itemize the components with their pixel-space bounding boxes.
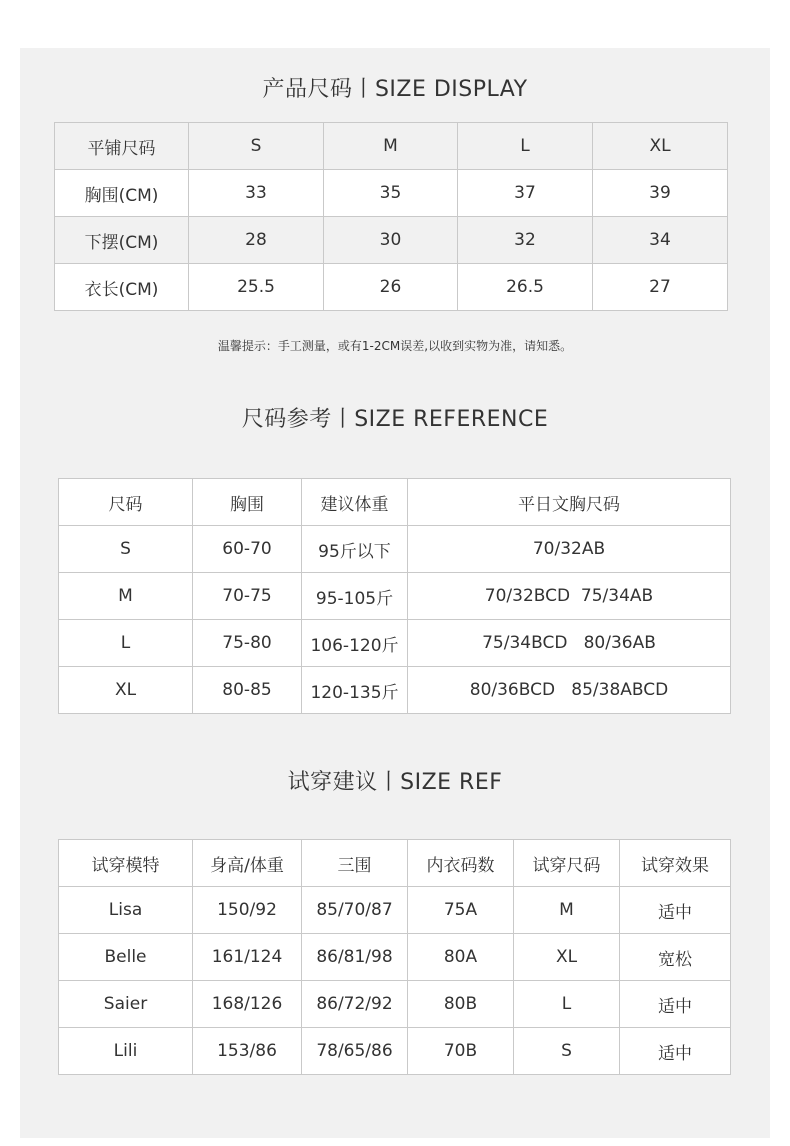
table-cell: Saier [59, 981, 193, 1028]
table-cell: 150/92 [193, 887, 302, 934]
header-cell: 三围 [302, 840, 408, 887]
table-cell: Lili [59, 1028, 193, 1075]
table-cell: 161/124 [193, 934, 302, 981]
table-cell: 32 [458, 217, 593, 264]
table-cell: 27 [593, 264, 728, 311]
size-display-title: 产品尺码丨SIZE DISPLAY [262, 77, 528, 102]
table-cell: 适中 [620, 1028, 731, 1075]
header-cell: XL [593, 123, 728, 170]
table-row [59, 1028, 731, 1075]
table-header-row [59, 479, 731, 526]
table-cell: 下摆(CM) [55, 217, 189, 264]
header-cell: 胸围 [193, 479, 302, 526]
header-cell: 试穿效果 [620, 840, 731, 887]
header-cell: 平铺尺码 [55, 123, 189, 170]
table-cell: M [514, 887, 620, 934]
table-cell: 70B [408, 1028, 514, 1075]
table-cell: 80A [408, 934, 514, 981]
table-cell: 35 [324, 170, 458, 217]
table-cell: 153/86 [193, 1028, 302, 1075]
table-cell: 30 [324, 217, 458, 264]
table-cell: 120-135斤 [302, 667, 408, 714]
table-cell: 95-105斤 [302, 573, 408, 620]
table-cell: L [514, 981, 620, 1028]
table-cell: 37 [458, 170, 593, 217]
table-cell: Belle [59, 934, 193, 981]
size-reference-title: 尺码参考丨SIZE REFERENCE [241, 407, 549, 432]
table-cell: 25.5 [189, 264, 324, 311]
table-cell: 86/72/92 [302, 981, 408, 1028]
table-cell: 80B [408, 981, 514, 1028]
table-cell: 适中 [620, 887, 731, 934]
table-row [59, 981, 731, 1028]
header-cell: 尺码 [59, 479, 193, 526]
table-cell: M [59, 573, 193, 620]
table-cell: 75-80 [193, 620, 302, 667]
table-row [59, 887, 731, 934]
table-cell: XL [514, 934, 620, 981]
table-cell: 78/65/86 [302, 1028, 408, 1075]
table-row [55, 170, 728, 217]
table-cell: S [59, 526, 193, 573]
table-header-row [59, 840, 731, 887]
header-cell: M [324, 123, 458, 170]
table-cell: 85/70/87 [302, 887, 408, 934]
header-cell: 建议体重 [302, 479, 408, 526]
table-row [59, 934, 731, 981]
table-cell: 70-75 [193, 573, 302, 620]
header-cell: 试穿模特 [59, 840, 193, 887]
table-cell: 168/126 [193, 981, 302, 1028]
table-cell: XL [59, 667, 193, 714]
measurement-note: 温馨提示：手工测量，或有1-2CM误差,以收到实物为准，请知悉。 [217, 339, 573, 353]
table-row [55, 217, 728, 264]
table-row [59, 667, 731, 714]
table-row [59, 526, 731, 573]
header-cell: 平日文胸尺码 [408, 479, 731, 526]
table-cell: 70/32AB [408, 526, 731, 573]
table-cell: 106-120斤 [302, 620, 408, 667]
table-cell: L [59, 620, 193, 667]
table-cell: 80-85 [193, 667, 302, 714]
header-cell: 内衣码数 [408, 840, 514, 887]
table-cell: 26 [324, 264, 458, 311]
table-cell: 适中 [620, 981, 731, 1028]
table-row [59, 620, 731, 667]
table-cell: 86/81/98 [302, 934, 408, 981]
table-cell: S [514, 1028, 620, 1075]
size-reference-table [58, 478, 731, 714]
table-cell: Lisa [59, 887, 193, 934]
table-cell: 80/36BCD 85/38ABCD [408, 667, 731, 714]
table-row [55, 264, 728, 311]
header-cell: 试穿尺码 [514, 840, 620, 887]
table-cell: 宽松 [620, 934, 731, 981]
table-cell: 75/34BCD 80/36AB [408, 620, 731, 667]
table-cell: 95斤以下 [302, 526, 408, 573]
header-cell: 身高/体重 [193, 840, 302, 887]
table-cell: 33 [189, 170, 324, 217]
table-cell: 26.5 [458, 264, 593, 311]
table-cell: 34 [593, 217, 728, 264]
fitting-reference-title: 试穿建议丨SIZE REF [287, 770, 503, 795]
table-cell: 75A [408, 887, 514, 934]
table-cell: 胸围(CM) [55, 170, 189, 217]
table-cell: 70/32BCD 75/34AB [408, 573, 731, 620]
table-header-row [55, 123, 728, 170]
table-cell: 衣长(CM) [55, 264, 189, 311]
fitting-reference-table [58, 839, 731, 1075]
table-row [59, 573, 731, 620]
header-cell: S [189, 123, 324, 170]
table-cell: 60-70 [193, 526, 302, 573]
size-display-table [54, 122, 728, 311]
table-cell: 28 [189, 217, 324, 264]
table-cell: 39 [593, 170, 728, 217]
header-cell: L [458, 123, 593, 170]
